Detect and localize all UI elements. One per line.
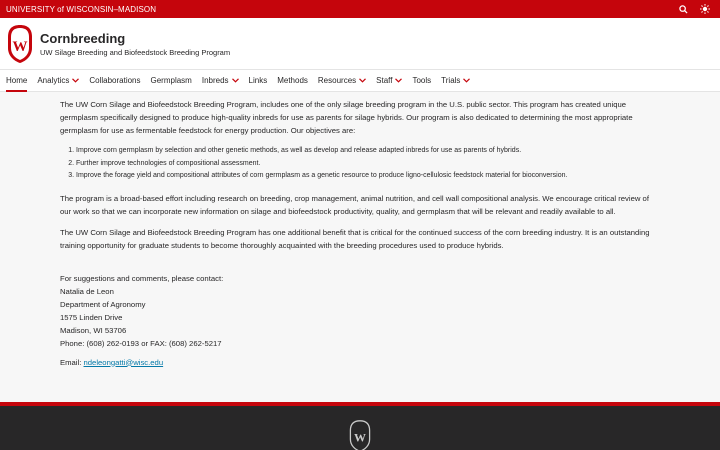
intro-paragraph: The UW Corn Silage and Biofeedstock Breeding Program, includes one of the only silage breeding program in the U.S. public sector. This program has created unique germplasm specifically designed to produce high-quality inbreds for use as parents for silage hybrids. Our program is also dedicated to determining the most appropriate germplasm for use as fermentable feedstock for energy production. Our objectives are:	[60, 100, 633, 135]
footer-crest-logo[interactable]	[347, 420, 373, 450]
sun-icon[interactable]	[700, 4, 710, 14]
contact-dept: Department of Agronomy	[60, 299, 146, 309]
chevron-down-icon	[232, 78, 239, 83]
spacer	[60, 260, 660, 272]
nav-label: Staff	[376, 76, 393, 85]
chevron-down-icon	[359, 78, 366, 83]
training-paragraph: The UW Corn Silage and Biofeedstock Breeding Program has one additional benefit that is critical for the continued success of the corn breeding industry. It is an outstanding training opportunity for graduate students to become thoroughly acquainted with the breeding procedures used to produce hybrids.	[60, 227, 650, 250]
chevron-down-icon	[463, 78, 470, 83]
nav-item-links[interactable]	[249, 70, 268, 92]
nav-label: Methods	[277, 76, 308, 85]
list-item: 1. Improve corn germplasm by selection and other genetic methods, as well as develop and release adapted inbreds for use as parents of hybrids.	[76, 145, 660, 158]
contact-block	[60, 272, 660, 350]
nav-item-trials[interactable]	[441, 70, 470, 92]
nav-label: Links	[248, 76, 268, 85]
program-paragraph: The program is a broad-based effort including research on breeding, crop management, animal nutrition, and cell wall compositional analysis. We encourage critical review of our work so that we can incorporate new information on silage and biofeedstock productivity, quality, and germplasm that will be relevant and readily available to all.	[60, 193, 649, 216]
nav-label: Germplasm	[150, 76, 192, 85]
email-line	[60, 358, 660, 367]
contact-phone: Phone: (608) 262-0193 or FAX: (608) 262-5217	[60, 338, 222, 348]
nav-item-methods[interactable]	[277, 70, 308, 92]
brand-text	[40, 31, 230, 57]
nav-label: Analytics	[37, 76, 70, 85]
main-content	[0, 92, 720, 402]
nav-label: Inbreds	[201, 76, 229, 85]
nav-item-analytics[interactable]	[37, 70, 79, 92]
footer-crest-letter: W	[354, 430, 366, 445]
email-link[interactable]: ndeleongatti@wisc.edu	[83, 357, 164, 367]
chevron-down-icon	[72, 78, 79, 83]
site-title[interactable]: Cornbreeding	[40, 30, 126, 46]
contact-street: 1575 Linden Drive	[60, 312, 123, 322]
list-item: 2. Further improve technologies of compositional assessment.	[76, 158, 660, 171]
top-bar	[0, 0, 720, 18]
site-subtitle: UW Silage Breeding and Biofeedstock Breeding Program	[40, 47, 231, 57]
contact-name: Natalia de Leon	[60, 286, 114, 296]
email-label: Email:	[60, 357, 84, 367]
search-icon[interactable]	[679, 5, 688, 14]
chevron-down-icon	[395, 78, 402, 83]
objectives-list	[76, 145, 660, 183]
nav-item-germplasm[interactable]	[151, 70, 192, 92]
nav-item-resources[interactable]	[318, 70, 366, 92]
nav-label: Trials	[441, 76, 461, 85]
contact-city: Madison, WI 53706	[60, 325, 127, 335]
nav-label: Tools	[412, 76, 432, 85]
nav-label: Collaborations	[89, 76, 141, 85]
crest-letter: W	[12, 38, 28, 55]
nav-label: Resources	[317, 76, 357, 85]
nav-label: Home	[6, 76, 28, 85]
list-item: 3. Improve the forage yield and compositional attributes of corn germplasm as a genetic resource to produce ligno-cellulosic feedstock material for bioconversion.	[76, 170, 660, 183]
uw-crest-logo[interactable]	[6, 24, 34, 64]
site-footer	[0, 402, 720, 450]
top-tools	[679, 4, 714, 14]
nav-item-staff[interactable]	[376, 70, 402, 92]
nav-item-tools[interactable]	[412, 70, 431, 92]
nav-item-home[interactable]	[6, 70, 27, 92]
contact-lead: For suggestions and comments, please contact:	[60, 273, 224, 283]
university-link[interactable]: UNIVERSITY of WISCONSIN–MADISON	[6, 4, 157, 14]
main-nav	[0, 70, 720, 92]
nav-item-collaborations[interactable]	[89, 70, 140, 92]
nav-item-inbreds[interactable]	[202, 70, 239, 92]
site-header	[0, 18, 720, 70]
